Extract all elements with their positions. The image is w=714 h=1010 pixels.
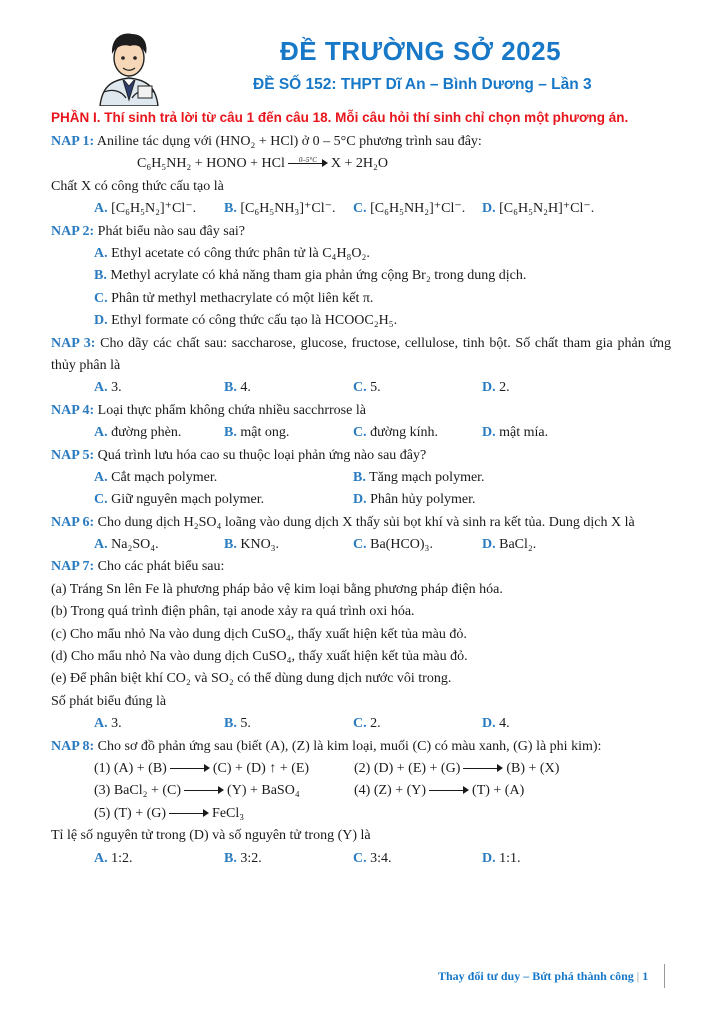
reaction-row	[51, 758, 671, 780]
answer-options	[51, 848, 671, 870]
page-subtitle: ĐỀ SỐ 152: THPT Dĩ An – Bình Dương – Lần 3	[253, 76, 592, 93]
footer-rule	[664, 964, 665, 988]
part-heading: PHẦN I. Thí sinh trả lời từ câu 1 đến câu 18. Mỗi câu hỏi thí sinh chỉ chọn một phương án.	[51, 110, 629, 125]
statement: (b) Trong quá trình điện phân, tại anode xảy ra quá trình oxi hóa.	[51, 604, 415, 620]
question-prompt: Tỉ lệ số nguyên tử trong (D) và số nguyên tử trong (Y) là	[51, 828, 371, 844]
statement: (e) Để phân biệt khí CO₂ và SO₂ có thể dùng dung dịch nước vôi trong.	[51, 671, 452, 687]
reaction-3: (3) BaCl₂ + (C) (Y) + BaSO₄	[94, 783, 300, 799]
option-d[interactable]: D. mật mía.	[482, 425, 549, 441]
question-label: NAP 1:	[51, 134, 95, 149]
question-5	[51, 445, 671, 467]
option-c[interactable]: C. Giữ nguyên mạch polymer.	[94, 492, 265, 508]
option-d[interactable]: D. [C₆H₅N₂H]⁺Cl⁻.	[482, 201, 595, 217]
question-prompt: Số phát biểu đúng là	[51, 693, 167, 709]
question-list	[51, 131, 671, 870]
question-stem: Phát biểu nào sau đây sai?	[97, 223, 246, 239]
reaction-2: (2) (D) + (E) + (G) (B) + (X)	[354, 760, 560, 776]
footer-divider: |	[636, 969, 640, 983]
question-label: NAP 7:	[51, 559, 95, 575]
question-label: NAP 5:	[51, 447, 95, 463]
reaction-4: (4) (Z) + (Y) (T) + (A)	[354, 783, 525, 799]
option-b[interactable]: B. [C₆H₅NH₃]⁺Cl⁻.	[224, 201, 336, 217]
statement: (c) Cho mẩu nhỏ Na vào dung dịch CuSO₄, thấy xuất hiện kết tủa màu đỏ.	[51, 626, 467, 642]
question-3	[51, 333, 671, 378]
reaction-row	[51, 780, 671, 802]
page-title: ĐỀ TRƯỜNG SỞ 2025	[280, 36, 562, 66]
page-number: 1	[642, 969, 649, 983]
statement: (a) Tráng Sn lên Fe là phương pháp bảo vệ kim loại bằng phương pháp điện hóa.	[51, 581, 503, 597]
option-b[interactable]: B. mật ong.	[224, 425, 290, 441]
option-a[interactable]: A. 3.	[94, 716, 122, 732]
question-label: NAP 4:	[51, 402, 95, 418]
option-d[interactable]: D. BaCl₂.	[482, 537, 537, 553]
option-a[interactable]: A. Cắt mạch polymer.	[94, 469, 218, 485]
option-c[interactable]: C. đường kính.	[353, 425, 439, 441]
answer-options	[51, 198, 671, 220]
option-d[interactable]: D. 4.	[482, 716, 510, 732]
option-a[interactable]: A. 1:2.	[94, 850, 133, 866]
equation	[51, 153, 671, 175]
question-stem: Cho các phát biểu sau:	[97, 559, 225, 575]
answer-options	[51, 422, 671, 444]
right-arrow-icon	[429, 786, 469, 796]
option-c[interactable]: C. [C₆H₅NH₂]⁺Cl⁻.	[353, 201, 466, 217]
answer-options-row	[51, 489, 671, 511]
right-arrow-icon	[463, 764, 503, 774]
right-arrow-icon	[169, 809, 209, 819]
option-a[interactable]: A. [C₆H₅N₂]⁺Cl⁻.	[94, 201, 197, 217]
question-label: NAP 3:	[51, 335, 96, 351]
right-arrow-icon	[170, 764, 210, 774]
question-stem: Quá trình lưu hóa cao su thuộc loại phản ứng nào sau đây?	[97, 447, 427, 463]
equation-left: C₆H₅NH₂ + HONO + HCl	[137, 156, 285, 172]
option-b[interactable]: B. KNO₃.	[224, 537, 280, 553]
reaction-row	[51, 803, 671, 825]
option-b[interactable]: B. 3:2.	[224, 850, 262, 866]
question-stem: Aniline tác dụng với (HNO₂ + HCl) ở 0 – 5°C phương trình sau đây:	[96, 134, 482, 149]
right-arrow-icon	[288, 156, 328, 169]
reaction-5: (5) (T) + (G) FeCl₃	[94, 805, 245, 821]
option-a[interactable]: A. đường phèn.	[94, 425, 182, 441]
question-8	[51, 736, 671, 758]
reaction-1: (1) (A) + (B) (C) + (D) ↑ + (E)	[94, 760, 310, 776]
page-footer	[438, 969, 648, 984]
option-b[interactable]: B. Methyl acrylate có khả năng tham gia phản ứng cộng Br₂ trong dung dịch.	[94, 268, 527, 284]
question-2	[51, 221, 671, 243]
answer-options	[51, 377, 671, 399]
question-1	[51, 131, 671, 153]
question-label: NAP 8:	[51, 738, 95, 754]
option-c[interactable]: C. Ba(HCO)₃.	[353, 537, 433, 553]
answer-options	[51, 713, 671, 735]
answer-options-row	[51, 467, 671, 489]
question-6	[51, 512, 671, 534]
option-b[interactable]: B. Tăng mạch polymer.	[353, 469, 485, 485]
option-b[interactable]: B. 5.	[224, 716, 251, 732]
right-arrow-icon	[184, 786, 224, 796]
question-label: NAP 2:	[51, 223, 95, 239]
question-stem: Loại thực phẩm không chứa nhiều sacchrrose là	[97, 402, 366, 418]
option-c[interactable]: C. Phân tử methyl methacrylate có một liên kết π.	[94, 290, 374, 306]
option-d[interactable]: D. Phân hủy polymer.	[353, 492, 476, 508]
page-header	[0, 0, 714, 105]
footer-slogan: Thay đổi tư duy – Bứt phá thành công	[438, 969, 634, 983]
option-a[interactable]: A. Na₂SO₄.	[94, 537, 159, 553]
answer-options	[51, 534, 671, 556]
question-7	[51, 556, 671, 578]
option-c[interactable]: C. 3:4.	[353, 850, 392, 866]
question-stem: Cho dung dịch H₂SO₄ loãng vào dung dịch X thấy sủi bọt khí và sinh ra kết tủa. Dung dịch X là	[97, 514, 635, 530]
option-d[interactable]: D. 2.	[482, 380, 510, 396]
equation-right: X + 2H₂O	[330, 156, 388, 172]
question-prompt: Chất X có công thức cấu tạo là	[51, 178, 224, 194]
question-stem: Cho sơ đồ phản ứng sau (biết (A), (Z) là kim loại, muối (C) có màu xanh, (G) là phi kim):	[97, 738, 602, 754]
question-4	[51, 400, 671, 422]
statement: (d) Cho mẩu nhỏ Na vào dung dịch CuSO₄, thấy xuất hiện kết tủa màu đỏ.	[51, 649, 468, 665]
question-stem: Cho dãy các chất sau: saccharose, glucose, fructose, cellulose, tinh bột. Số chất tham gia phản ứng thủy phân là	[51, 335, 672, 373]
option-c[interactable]: C. 5.	[353, 380, 381, 396]
equation-condition: 0–5°C	[298, 156, 317, 165]
option-b[interactable]: B. 4.	[224, 380, 251, 396]
question-label: NAP 6:	[51, 514, 95, 530]
teacher-cartoon-logo	[96, 30, 162, 106]
option-d[interactable]: D. Ethyl formate có công thức cấu tạo là HCOOC₂H₅.	[94, 313, 398, 329]
option-a[interactable]: A. 3.	[94, 380, 122, 396]
option-d[interactable]: D. 1:1.	[482, 850, 521, 866]
option-a[interactable]: A. Ethyl acetate có công thức phân tử là C₄H₈O₂.	[94, 245, 370, 261]
option-c[interactable]: C. 2.	[353, 716, 381, 732]
